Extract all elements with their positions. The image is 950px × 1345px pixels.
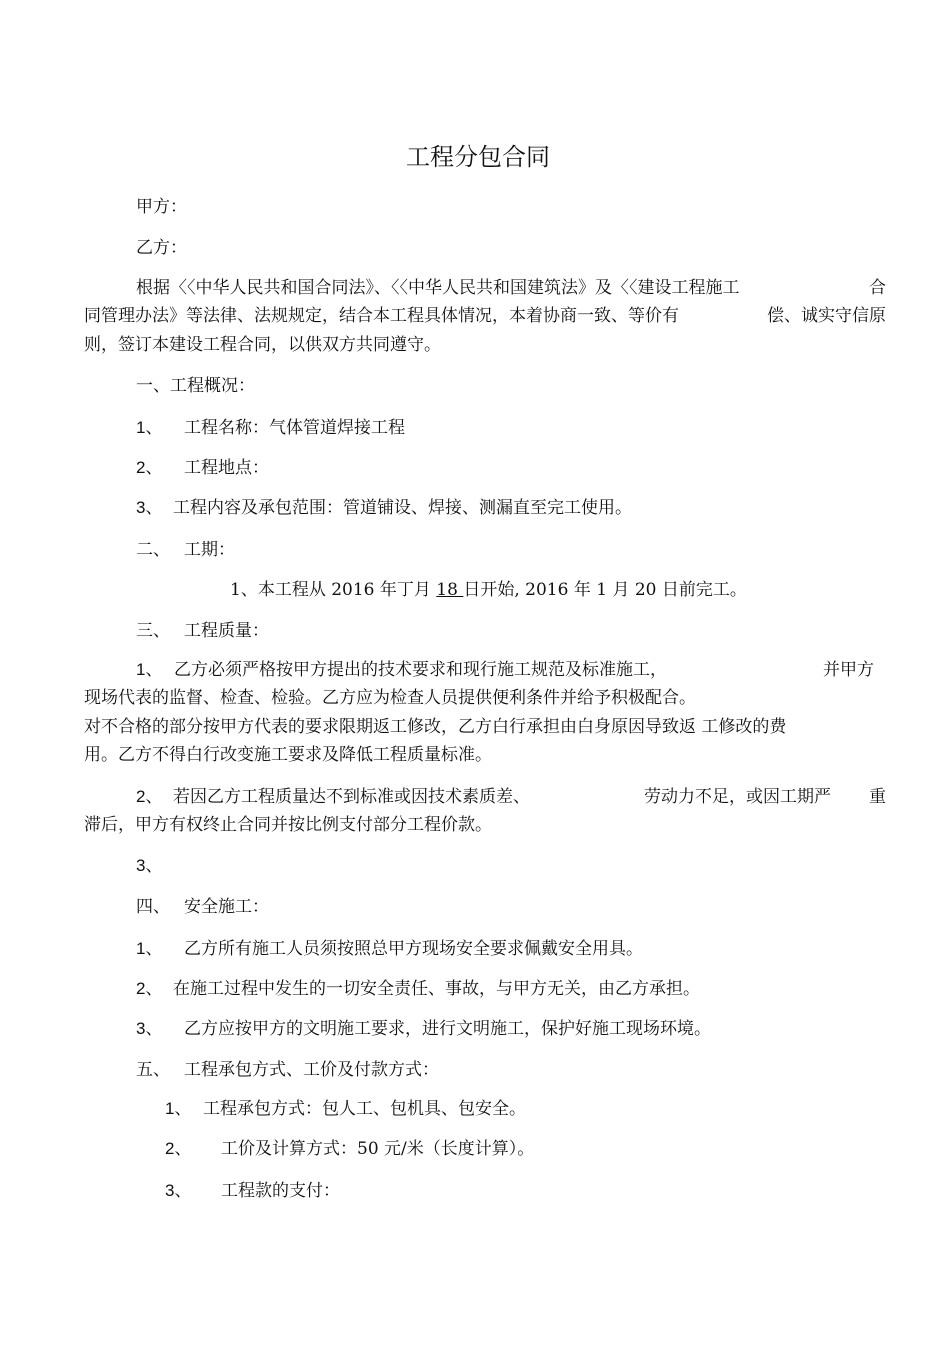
- s3-item-1-line-3: 对不合格的部分按甲方代表的要求限期返工修改，乙方白行承担由白身原因导致返 工修改的费: [84, 717, 787, 737]
- s3-item-1-line-2: 现场代表的监督、检查、检验。乙方应为检查人员提供便利条件并给予积极配合。: [84, 688, 696, 708]
- s5-item-1-number: 1、: [165, 1099, 192, 1118]
- section-1-heading: 一、工程概况：: [136, 376, 255, 396]
- s1-item-3-number: 3、: [136, 498, 163, 517]
- section-2-heading: [136, 539, 235, 561]
- s3-item-1-line-1: [136, 659, 874, 681]
- s3-item-2-text: 若因乙方工程质量达不到标准或因技术素质差、: [173, 787, 530, 807]
- s5-item-3-text: 工程款的支付：: [221, 1181, 340, 1201]
- s4-item-1-text: 乙方所有施工人员须按照总甲方现场安全要求佩戴安全用具。: [184, 939, 643, 959]
- s4-item-2: [136, 978, 700, 1000]
- s4-item-3: [136, 1018, 711, 1040]
- s5-item-2-number: 2、: [165, 1139, 192, 1158]
- s1-item-2: [136, 457, 269, 479]
- s5-item-2-text: 工价及计算方式：50 元/米（长度计算）。: [221, 1139, 535, 1159]
- section-2-number: 二、: [136, 540, 170, 560]
- intro-line-2-tail: 偿、诚实守信原: [767, 306, 886, 326]
- s3-item-2-line-2: 滞后，甲方有权终止合同并按比例支付部分工程价款。: [84, 815, 492, 835]
- intro-line-1: [136, 277, 886, 299]
- s2-start-day: 18: [436, 580, 464, 600]
- s3-item-1-tail: 并甲方: [823, 660, 874, 680]
- s3-item-2-number: 2、: [136, 787, 163, 806]
- section-3-title: 工程质量：: [184, 621, 269, 641]
- s2-paragraph-end: 日开始, 2016 年 1 月 20 日前完工。: [463, 580, 747, 600]
- s2-paragraph-start: 1、本工程从 2016 年丁月: [230, 580, 437, 600]
- section-5-title: 工程承包方式、工价及付款方式：: [184, 1060, 439, 1080]
- s3-item-3-number: 3、: [136, 856, 163, 875]
- s4-item-1: [136, 938, 643, 960]
- intro-line-1-text: 根据〈〈中华人民共和国合同法》、〈〈中华人民共和国建筑法》及〈〈建设工程施工: [136, 278, 740, 298]
- party-b-label: 乙方：: [136, 238, 187, 258]
- s3-item-2-tail: 重: [869, 787, 886, 807]
- s5-item-1: [165, 1098, 526, 1120]
- section-5-heading: [136, 1059, 439, 1081]
- document-title: 工程分包合同: [406, 143, 550, 171]
- section-5-number: 五、: [136, 1060, 170, 1080]
- s3-item-1-text: 乙方必须严格按甲方提出的技术要求和现行施工规范及标准施工，: [174, 660, 667, 680]
- intro-line-1-tail: 合: [869, 278, 886, 298]
- s4-item-3-text: 乙方应按甲方的文明施工要求，进行文明施工，保护好施工现场环境。: [184, 1019, 711, 1039]
- s3-item-2-middle: 劳动力不足，或因工期严: [644, 787, 831, 807]
- s2-paragraph: [230, 579, 747, 601]
- s1-item-2-number: 2、: [136, 458, 163, 477]
- section-3-heading: [136, 620, 269, 642]
- s1-item-3-text: 工程内容及承包范围：管道铺设、焊接、测漏直至完工使用。: [173, 498, 632, 518]
- intro-line-2: [84, 305, 886, 327]
- s4-item-2-text: 在施工过程中发生的一切安全责任、事故，与甲方无关，由乙方承担。: [173, 979, 700, 999]
- s5-item-2: [165, 1138, 535, 1160]
- s4-item-3-number: 3、: [136, 1019, 163, 1038]
- s1-item-1-number: 1、: [136, 418, 163, 437]
- s1-item-1-text: 工程名称：气体管道焊接工程: [184, 418, 405, 438]
- section-2-title: 工期：: [184, 540, 235, 560]
- section-3-number: 三、: [136, 621, 170, 641]
- s5-item-1-text: 工程承包方式：包人工、包机具、包安全。: [203, 1099, 526, 1119]
- s3-item-2-line-1: [136, 786, 886, 808]
- party-a-label: 甲方：: [136, 197, 187, 217]
- s1-item-3: [136, 497, 632, 519]
- s4-item-1-number: 1、: [136, 939, 163, 958]
- intro-line-2-text: 同管理办法》等法律、法规规定，结合本工程具体情况，本着协商一致、等价有: [84, 306, 679, 326]
- section-4-heading: [136, 896, 269, 918]
- s3-item-1-number: 1、: [136, 660, 163, 679]
- section-4-title: 安全施工：: [184, 897, 269, 917]
- s1-item-2-text: 工程地点：: [184, 458, 269, 478]
- s5-item-3-number: 3、: [165, 1181, 192, 1200]
- s3-item-1-line-4: 用。乙方不得白行改变施工要求及降低工程质量标准。: [84, 745, 492, 765]
- s1-item-1: [136, 417, 405, 439]
- s4-item-2-number: 2、: [136, 979, 163, 998]
- intro-line-3: 则，签订本建设工程合同，以供双方共同遵守。: [84, 335, 441, 355]
- s5-item-3: [165, 1180, 340, 1202]
- section-4-number: 四、: [136, 897, 170, 917]
